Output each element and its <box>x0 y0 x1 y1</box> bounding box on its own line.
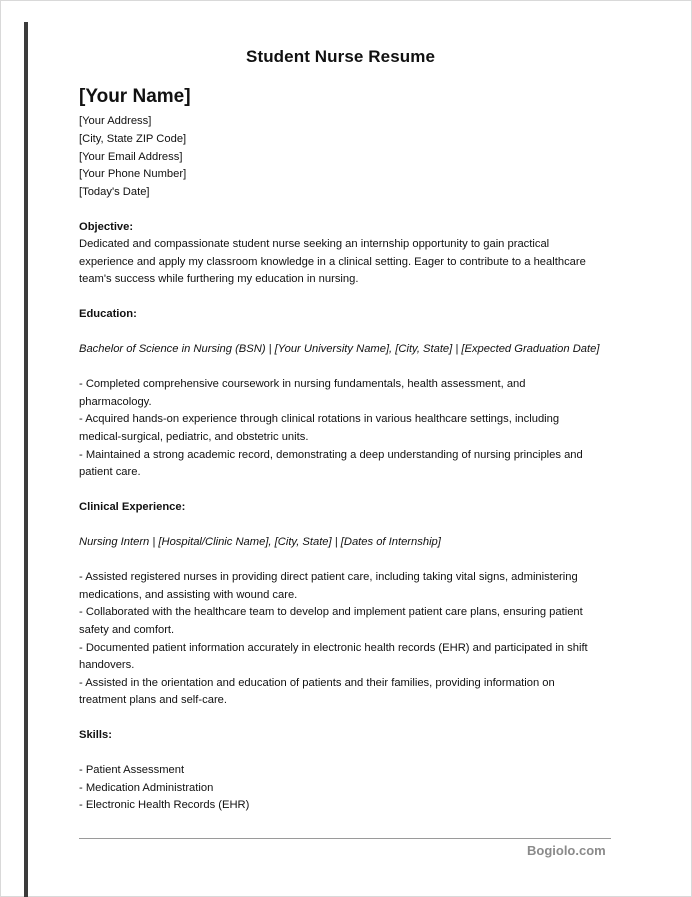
clinical-line: handovers. <box>79 659 135 671</box>
skill-item: - Patient Assessment <box>79 764 185 776</box>
education-heading: Education: <box>79 308 137 320</box>
skill-item: - Electronic Health Records (EHR) <box>79 799 250 811</box>
education-line: - Acquired hands-on experience through clinical rotations in various healthcare settings, including <box>79 413 560 425</box>
clinical-line: - Documented patient information accurately in electronic health records (EHR) and participated in shift <box>79 642 588 654</box>
objective-heading: Objective: <box>79 221 134 233</box>
education-line: - Maintained a strong academic record, demonstrating a deep understanding of nursing principles and <box>79 449 583 461</box>
page-edge-bar <box>24 22 28 897</box>
objective-line: experience and apply my classroom knowledge in a clinical setting. Eager to contribute to a healthcare <box>79 256 586 268</box>
clinical-line: medications, and assisting with wound care. <box>79 589 298 601</box>
objective-line: Dedicated and compassionate student nurse seeking an internship opportunity to gain practical <box>79 238 550 250</box>
contact-phone: [Your Phone Number] <box>79 168 187 180</box>
contact-email: [Your Email Address] <box>79 151 183 163</box>
education-line: patient care. <box>79 466 141 478</box>
education-degree: Bachelor of Science in Nursing (BSN) | [Your University Name], [City, State] | [Expected Graduation Date] <box>79 343 600 355</box>
education-line: pharmacology. <box>79 396 152 408</box>
contact-address: [Your Address] <box>79 115 152 127</box>
clinical-role: Nursing Intern | [Hospital/Clinic Name], [City, State] | [Dates of Internship] <box>79 536 441 548</box>
document-title: Student Nurse Resume <box>246 47 436 66</box>
clinical-heading: Clinical Experience: <box>79 501 186 513</box>
clinical-line: - Assisted registered nurses in providing direct patient care, including taking vital signs, administering <box>79 571 578 583</box>
education-line: medical-surgical, pediatric, and obstetric units. <box>79 431 309 443</box>
objective-line: team's success while furthering my education in nursing. <box>79 273 359 285</box>
clinical-line: safety and comfort. <box>79 624 175 636</box>
skills-heading: Skills: <box>79 729 112 741</box>
clinical-line: treatment plans and self-care. <box>79 694 227 706</box>
contact-date: [Today's Date] <box>79 186 150 198</box>
clinical-line: - Assisted in the orientation and education of patients and their families, providing information on <box>79 677 555 689</box>
footer-brand: Bogiolo.com <box>527 843 606 858</box>
skill-item: - Medication Administration <box>79 782 214 794</box>
footer-divider <box>79 838 611 839</box>
applicant-name: [Your Name] <box>79 86 191 107</box>
contact-city: [City, State ZIP Code] <box>79 133 187 145</box>
clinical-line: - Collaborated with the healthcare team to develop and implement patient care plans, ensuring patient <box>79 606 583 618</box>
education-line: - Completed comprehensive coursework in nursing fundamentals, health assessment, and <box>79 378 526 390</box>
